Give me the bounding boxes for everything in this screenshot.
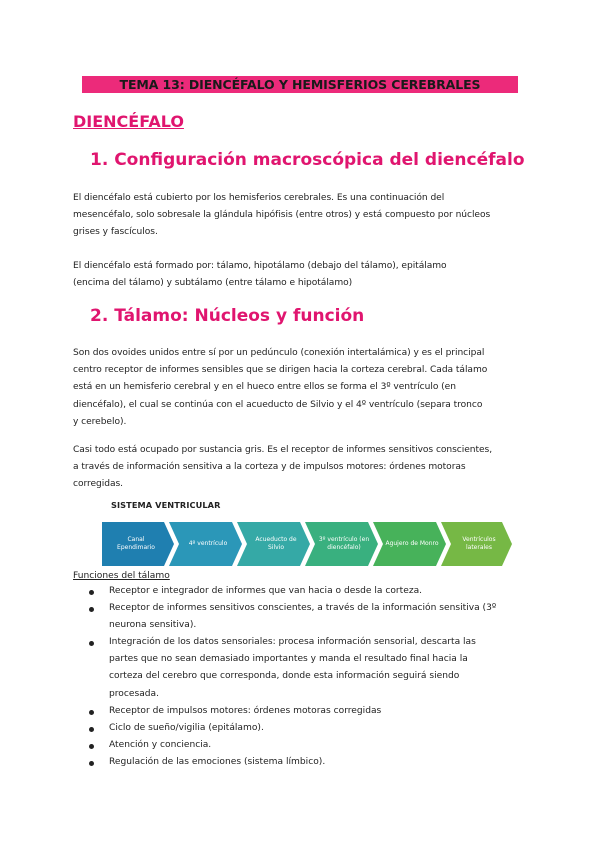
list-item-line: Integración de los datos sensoriales: procesa información sensorial, descarta las	[109, 637, 476, 647]
diagram-step-label: 3º ventrículo (en diencéfalo)	[318, 536, 370, 551]
functions-heading: Funciones del tálamo	[73, 571, 170, 581]
paragraph-line: diencéfalo), el cual se continúa con el acueducto de Silvio y el 4º ventrículo (separa tronco	[73, 399, 483, 410]
paragraph-3	[73, 345, 525, 431]
list-item	[109, 737, 527, 754]
paragraph-line: Casi todo está ocupado por sustancia gris. Es el receptor de informes sensitivos conscientes,	[73, 445, 493, 455]
paragraph-line: (encima del tálamo) y subtálamo (entre tálamo e hipotálamo)	[73, 278, 353, 289]
diagram-step-label: Acueducto de Silvio	[255, 536, 297, 551]
list-item-line: Receptor de impulsos motores: órdenes motoras corregidas	[109, 706, 382, 716]
list-item-line: corteza del cerebro que corresponda, donde esta información seguirá siendo	[109, 671, 460, 682]
list-item-line: Receptor de informes sensitivos conscientes, a través de la información sensitiva (3º	[109, 603, 497, 613]
bullet-icon	[89, 744, 94, 749]
paragraph-line: a través de información sensitiva a la corteza y de impulsos motores: órdenes motoras	[73, 462, 466, 473]
list-item	[109, 583, 527, 600]
list-item-line: Ciclo de sueño/vigilia (epitálamo).	[109, 723, 264, 733]
paragraph-line: grises y fascículos.	[73, 227, 158, 238]
paragraph-line: mesencéfalo, solo sobresale la glándula hipófisis (entre otros) y está compuesto por núcleos	[73, 210, 491, 221]
list-item	[109, 600, 527, 634]
heading-talamo: 2. Tálamo: Núcleos y función	[90, 306, 365, 326]
paragraph-1	[73, 190, 525, 242]
diagram-step-label: Canal Ependimario	[117, 536, 155, 551]
bullet-icon	[89, 641, 94, 646]
paragraph-line: y cerebelo).	[73, 416, 127, 427]
diagram-step-label: Ventrículos laterales	[462, 536, 496, 551]
list-item	[109, 634, 527, 703]
bullet-icon	[89, 710, 94, 715]
bullet-icon	[89, 607, 94, 612]
list-item-line: Regulación de las emociones (sistema límbico).	[109, 757, 326, 767]
diagram-title: SISTEMA VENTRICULAR	[111, 500, 221, 510]
paragraph-2	[73, 258, 525, 292]
bullet-icon	[89, 727, 94, 732]
document-title: TEMA 13: DIENCÉFALO Y HEMISFERIOS CEREBRALES	[119, 77, 481, 92]
section-heading-diencefalo: DIENCÉFALO	[73, 112, 184, 131]
list-item-line: Atención y conciencia.	[109, 740, 212, 750]
paragraph-4	[73, 442, 525, 494]
list-item-line: Receptor e integrador de informes que van hacia o desde la corteza.	[109, 586, 423, 596]
title-highlight	[82, 76, 518, 93]
diagram-step-label: Agujero de Monro	[385, 540, 439, 547]
list-item-line: partes que no sean demasiado importantes y manda el resultado final hacia la	[109, 654, 468, 665]
heading-configuracion: 1. Configuración macroscópica del diencéfalo	[90, 150, 525, 170]
list-item	[109, 703, 527, 720]
list-item	[109, 720, 527, 737]
paragraph-line: El diencéfalo está cubierto por los hemisferios cerebrales. Es una continuación del	[73, 193, 445, 203]
list-item-line: neurona sensitiva).	[109, 620, 197, 631]
list-item-line: procesada.	[109, 688, 160, 699]
bullet-icon	[89, 761, 94, 766]
paragraph-line: centro receptor de informes sensibles que se dirigen hacia la corteza cerebral. Cada tálamo	[73, 365, 488, 376]
paragraph-line: El diencéfalo está formado por: tálamo, hipotálamo (debajo del tálamo), epitálamo	[73, 261, 447, 271]
ventricular-system-diagram	[102, 522, 512, 566]
bullet-icon	[89, 590, 94, 595]
paragraph-line: está en un hemisferio cerebral y en el hueco entre ellos se forma el 3º ventrículo (en	[73, 382, 456, 393]
paragraph-line: corregidas.	[73, 479, 123, 490]
list-item	[109, 754, 527, 771]
paragraph-line: Son dos ovoides unidos entre sí por un pedúnculo (conexión intertalámica) y es el principal	[73, 348, 485, 358]
diagram-step-label: 4º ventrículo	[188, 540, 228, 547]
